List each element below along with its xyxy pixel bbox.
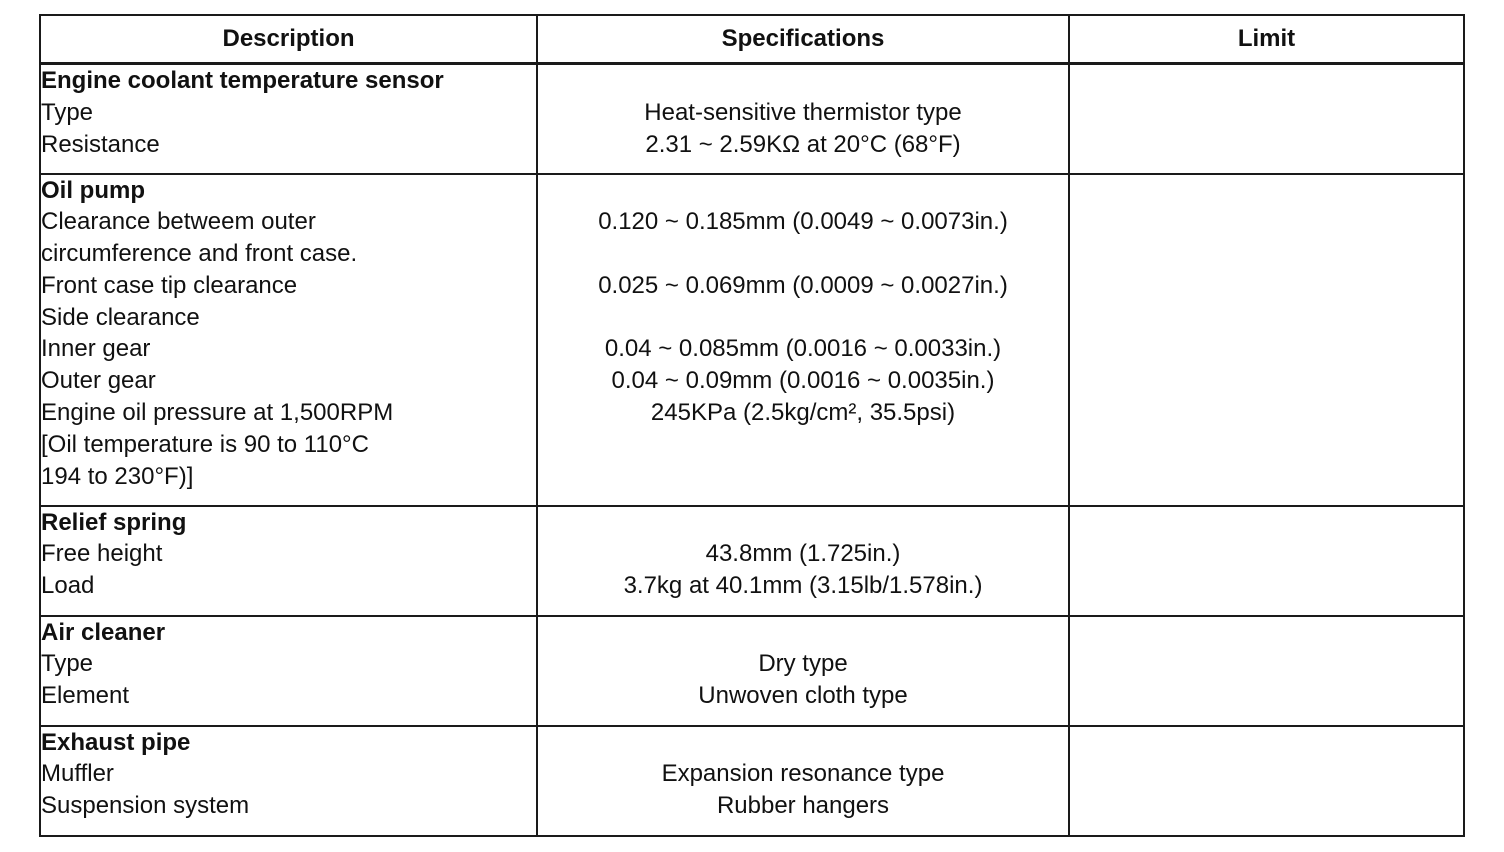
description-line: Side clearance: [41, 303, 200, 331]
section-title: Engine coolant temperature sensor: [41, 67, 444, 94]
specification-line: Dry type: [758, 650, 848, 678]
specification-line: 2.31 ~ 2.59KΩ at 20°C (68°F): [645, 130, 961, 158]
specification-line: [538, 238, 1068, 270]
specification-line: [538, 507, 1068, 539]
header-description: Description: [40, 15, 537, 64]
specification-line: [538, 175, 1068, 207]
table-row: [40, 726, 1464, 836]
description-line: [Oil temperature is 90 to 110°C: [41, 430, 369, 458]
description-line: Clearance betweem outer: [41, 208, 316, 236]
section-title: Relief spring: [41, 508, 187, 536]
description-line: Suspension system: [41, 792, 250, 820]
specification-line: [538, 727, 1068, 759]
specification-cell: [537, 506, 1069, 616]
specification-cell: [537, 616, 1069, 726]
description-line: Element: [41, 682, 130, 710]
description-line: Front case tip clearance: [41, 271, 298, 299]
specification-line: [538, 302, 1068, 334]
specification-line: Rubber hangers: [716, 792, 890, 820]
section-title: Oil pump: [41, 176, 145, 204]
specification-line: [538, 617, 1068, 649]
header-limit: Limit: [1069, 15, 1464, 64]
specifications-table: [39, 14, 1465, 837]
description-line: Muffler: [41, 760, 114, 788]
limit-cell: [1069, 616, 1464, 726]
limit-cell: [1069, 174, 1464, 506]
description-line: circumference and front case.: [41, 240, 358, 268]
specification-cell: [537, 174, 1069, 506]
specification-cell: [537, 726, 1069, 836]
table-row: [40, 64, 1464, 174]
description-line: Load: [41, 572, 95, 600]
section-title: Air cleaner: [41, 618, 166, 646]
description-line: Type: [41, 98, 94, 126]
specification-line: 3.7kg at 40.1mm (3.15lb/1.578in.): [623, 572, 983, 600]
description-line: 194 to 230°F)]: [41, 462, 194, 490]
description-cell: [40, 506, 537, 616]
specification-line: 0.120 ~ 0.185mm (0.0049 ~ 0.0073in.): [598, 208, 1008, 236]
description-cell: [40, 616, 537, 726]
limit-cell: [1069, 506, 1464, 616]
specification-line: 245KPa (2.5kg/cm², 35.5psi): [650, 399, 956, 427]
description-line: Engine oil pressure at 1,500RPM: [41, 399, 394, 427]
specification-line: 0.025 ~ 0.069mm (0.0009 ~ 0.0027in.): [598, 271, 1008, 299]
section-title: Exhaust pipe: [41, 728, 191, 756]
header-specifications: Specifications: [537, 15, 1069, 64]
limit-cell: [1069, 64, 1464, 174]
description-line: Free height: [41, 540, 163, 568]
description-line: Type: [41, 650, 94, 678]
description-line: Inner gear: [41, 335, 151, 363]
specification-line: 43.8mm (1.725in.): [705, 540, 901, 568]
table-row: [40, 616, 1464, 726]
header-row: [40, 15, 1464, 64]
specification-cell: [537, 64, 1069, 174]
specification-line: [538, 65, 1068, 97]
description-line: Resistance: [41, 130, 160, 158]
specification-line: Unwoven cloth type: [698, 682, 908, 710]
table-header: [40, 15, 1464, 64]
description-cell: [40, 174, 537, 506]
description-cell: [40, 726, 537, 836]
specification-line: Expansion resonance type: [661, 760, 945, 788]
description-line: Outer gear: [41, 367, 156, 395]
description-cell: [40, 64, 537, 174]
specification-line: Heat-sensitive thermistor type: [644, 98, 962, 126]
specification-line: 0.04 ~ 0.09mm (0.0016 ~ 0.0035in.): [611, 367, 995, 395]
table-row: [40, 506, 1464, 616]
limit-cell: [1069, 726, 1464, 836]
table-body: [40, 64, 1464, 836]
specification-line: 0.04 ~ 0.085mm (0.0016 ~ 0.0033in.): [604, 335, 1002, 363]
table-row: [40, 174, 1464, 506]
